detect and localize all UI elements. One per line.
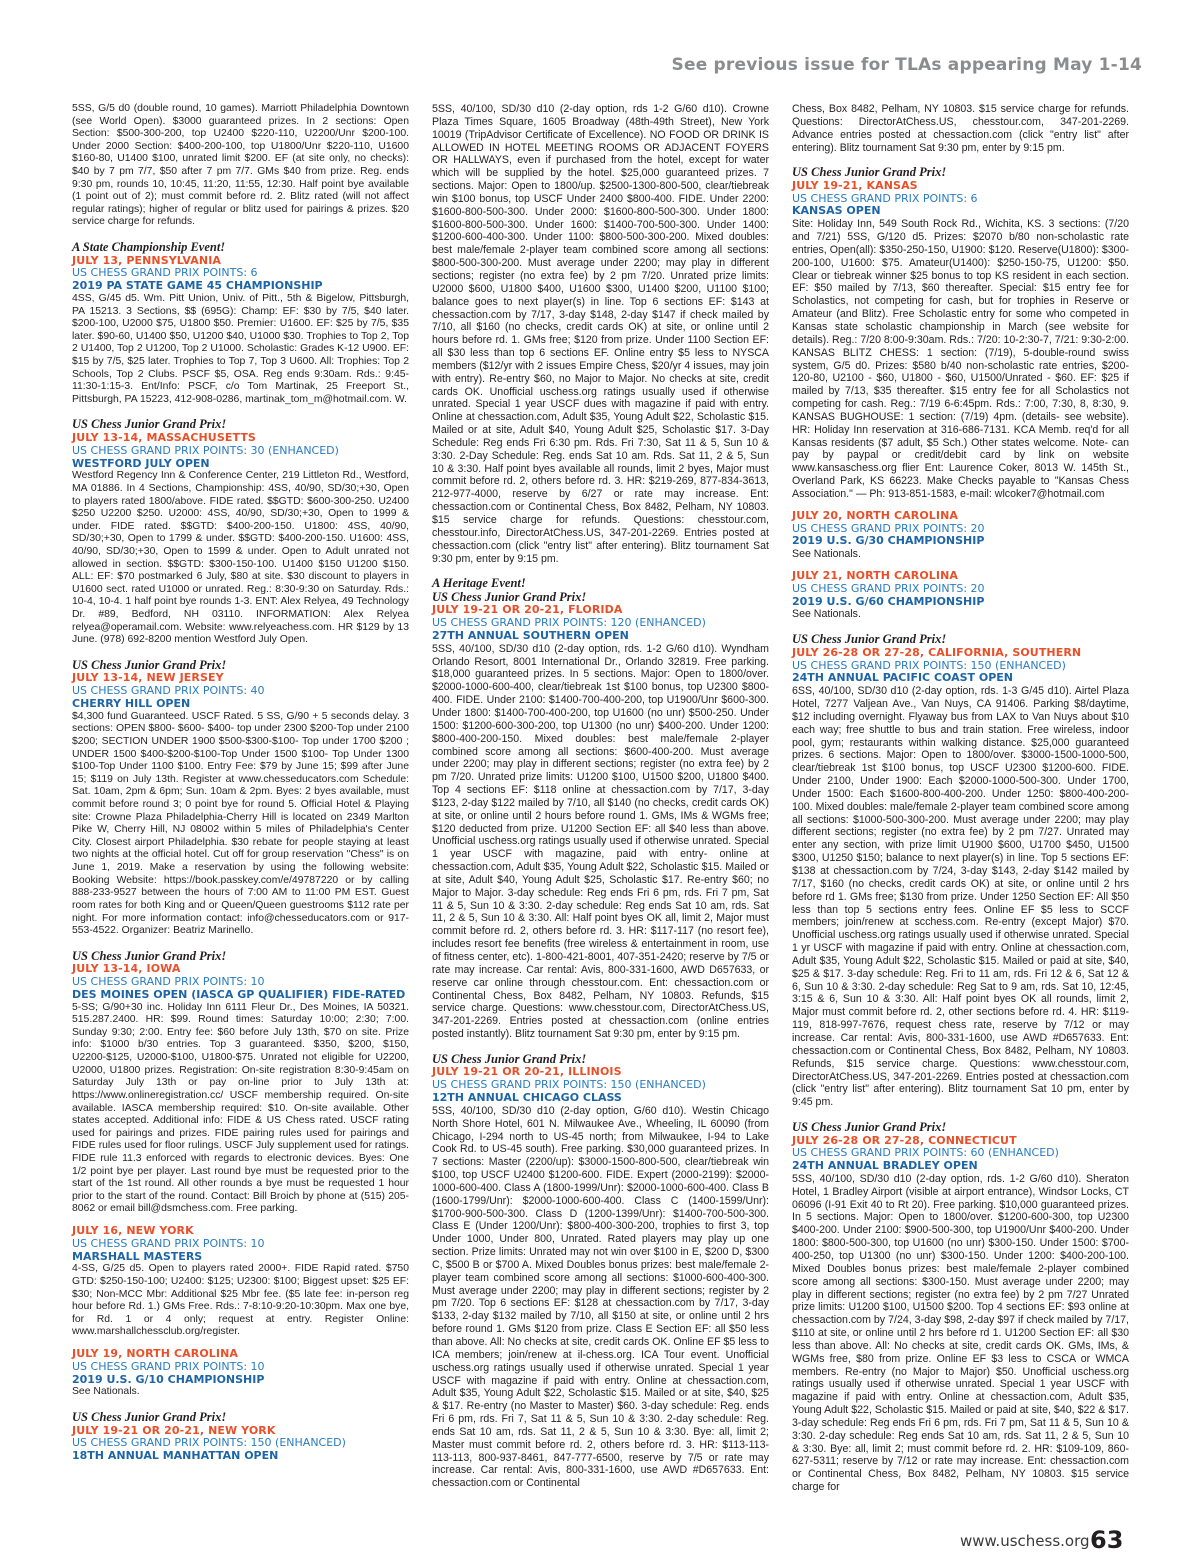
event-date: JULY 19-21, KANSAS [792, 178, 918, 192]
event-body: See Nationals. [72, 1386, 140, 1398]
spacer [792, 154, 1129, 163]
event-listing [792, 633, 1129, 1109]
event-title: 24TH ANNUAL BRADLEY OPEN [792, 1159, 978, 1173]
event-listing [792, 570, 1129, 621]
event-body: 4SS, G/45 d5. Wm. Pitt Union, Univ. of Pitt., 5th & Bigelow, Pittsburgh, PA 15213. 3 Sections, $$ (695G): Champ: EF: $30 by 7/5, $40 later. $200-100, U2000 $75, U1800 $50. Premier: U1600. EF: $25 by 7/5, $35 later. $90-60, U1400 $50, U1200 $40, U1000 $30. Trophies to Top 2, Top 2 U1400, Top 2 U1200, Top 2 U1000. Scholastic: Grades K-12 U900. EF: $15 by 7/5, $25 later. Trophies to Top 7, Top 3 U600. All: Trophies: Top 2 Schools, Top 2 Clubs. PSCF $5, OSA. Reg ends 9:30am. Rds.: 9:45-11:30-1:15-3. Ent/Info: PSCF, c/o Tom Martinak, 25 Freeport St., Pittsburgh, PA 15223, 412-908-0286, martinak_tom_m@hotmail.com. W. [72, 292, 409, 405]
column-3 [792, 103, 1129, 1494]
event-points: US CHESS GRAND PRIX POINTS: 10 [72, 1359, 265, 1373]
event-title: 27TH ANNUAL SOUTHERN OPEN [432, 628, 629, 642]
event-body: $4,300 fund Guaranteed. USCF Rated. 5 SS, G/90 + 5 seconds delay. 3 sections: OPEN $800- $600- $400- top under 2300 $200-Top under 2100 $200; SECTION UNDER 1900 $500-$300-$100- Top under 1700 $200 ; UNDER 1500 $400-$200-$100-Top Under 1500 $100- Top Under 1300 $100-Top Under 1100 $100. Entry Fee: $79 by June 15; $99 after June 15; $119 on July 13th. Register at www.chesseducators.com Schedule: Sat. 10am, 2pm & 6pm; Sun. 10am & 2pm. Byes: 2 byes available, must commit before round 3; 0 point bye for round 5. Official Hotel & Playing site: Crowne Plaza Philadelphia-Cherry Hill is located on 2349 Marlton Pike W, Cherry Hill, NJ 08002 within 5 miles of Philadelphia's Center City. Closest airport Philadelphia. $30 rebate for people staying at least two nights at the official hotel. Cut off for group reservation "Chess" is on June 1, 2019. Make a reservation by using the following website: Booking Website: https://book.passkey.com/e/49787220 or by calling 888-233-9527 between the hours of 7:00 AM to 11:00 PM EST. Guest room rates for both King and or Queen/Queen guestrooms $112 rate per night. For more information contact: info@chesseducators.com or 917-553-4522. Organizer: Beatriz Marinello. [72, 710, 409, 937]
event-points: US CHESS GRAND PRIX POINTS: 150 (ENHANCED) [72, 1436, 346, 1450]
event-title: 12TH ANNUAL CHICAGO CLASS [432, 1091, 622, 1105]
event-date: JULY 13-14, MASSACHUSETTS [72, 430, 256, 444]
event-points: US CHESS GRAND PRIX POINTS: 120 (ENHANCED) [432, 616, 706, 630]
event-listing [72, 950, 409, 1216]
event-date: JULY 16, NEW YORK [72, 1224, 194, 1237]
event-title: 18TH ANNUAL MANHATTAN OPEN [72, 1449, 279, 1463]
event-body: See Nationals. [792, 608, 861, 621]
spacer [792, 621, 1129, 630]
event-points: US CHESS GRAND PRIX POINTS: 40 [72, 684, 265, 698]
spacer [432, 1041, 769, 1050]
page-number: 63 [1090, 1526, 1124, 1554]
event-date: JULY 19, NORTH CAROLINA [72, 1347, 239, 1361]
event-listing [72, 1348, 409, 1399]
event-date: JULY 26-28 OR 27-28, CALIFORNIA, SOUTHERN [792, 645, 1082, 659]
event-body: 5SS, 40/100, SD/30 d10 (2-day option, rds. 1-2 G/60 d10). Sheraton Hotel, 1 Bradley Airport (visible at airport entrance), Windsor Locks, CT 06096 (I-91 Exit 40 to Rt 20). Free parking. $10,000 guaranteed prizes. In 5 sections. Major: Open to 1800/over. $1200-600-300, top U2300 $400-200. Under 2100: $900-500-300, top U1900/Unr $400-200. Under 1800: $800-500-300, top U1600 (no unr) $300-150. Under 1500: $700-400-250, top U1300 (no unr) $300-150. Under 1200: $400-200-100. Mixed Doubles bonus prizes: best male/female 2-player combined score among all sections: $300-150. Must average under 2200; may play in different sections; register (no extra fee) by 2 pm 7/27 Unrated prize limits: U1200 $100, U1500 $200. Top 4 sections EF: $93 online at chessaction.com by 7/24, 3-day $98, 2-day $97 if check mailed by 7/17, $110 at site, or online until 2 hrs before rd 1. U1200 Section EF: all $30 less than above. All: No checks at site, credit cards OK. GMs, IMs, & WGMs free, $80 from prize. Online EF $3 less to CSCA or WMCA members. Re-entry (no Major to Major) $50. Unofficial uschess.org ratings usually used if otherwise unrated. Special 1 year USCF with magazine if paid with entry. Online at chessaction.com, Adult $35, Young Adult $22, Scholastic $15. Mailed or paid at site, $40, $22 & $17. 3-day schedule: Reg ends Fri 6 pm, rds. Fri 7 pm, Sat 11 & 5, Sun 10 & 3:30. 2-day schedule: Reg ends Sat 10 am, rds. Sat 11, 2 & 5, Sun 10 & 3:30. Bye: all, limit 2; must commit before rd. 2. HR: $109-109, 860-627-5311; reserve by 7/12 or rate may increase. Ent: chessaction.com or Continental Chess, Box 8482, Pelham, NY 10803. $15 service charge for [792, 1172, 1129, 1494]
event-points: US CHESS GRAND PRIX POINTS: 10 [72, 1236, 265, 1250]
event-title: 2019 U.S. G/10 CHAMPIONSHIP [72, 1372, 265, 1386]
event-tag: US Chess Junior Grand Prix! [72, 1410, 227, 1425]
event-body: 5SS, 40/100, SD/30 d10 (2-day option, G/60 d10). Westin Chicago North Shore Hotel, 601 N. Milwaukee Ave., Wheeling, IL 60090 (from Chicago, I-294 north to US-45 north; from Milwaukee, I-94 to Lake Cook Rd. to US-45 south). Free parking. $30,000 guaranteed prizes. In 7 sections: Master (2200/up): $3000-1500-800-500, clear/tiebreak win $100, top USCF U2400 $1200-600. FIDE. Expert (2000-2199): $2000-1000-600-400. Class A (1800-1999/Unr): $2000-1000-600-400. Class B (1600-1799/Unr): $2000-1000-600-400. Class C (1400-1599/Unr): $1700-900-500-300. Class D (1200-1399/Unr): $1400-700-500-300. Class E (Under 1200/Unr): $800-400-300-200, trophies to first 3, top Under 1000, Under 800, Unrated. Rated players may play up one section. Prize limits: Unrated may not win over $100 in E, $200 D, $300 C, $500 B or $700 A. Mixed Doubles bonus prizes: best male/female 2-player team combined score among all sections: $1000-600-400-300. Must average under 2200; may play in different sections; register by 2 pm 7/20. Top 6 sections EF: $128 at chessaction.com by 7/17, 3-day $133, 2-day $132 mailed by 7/10, all $150 at site, or online until 2 hrs before round 1. GMs $120 from prize. Class E Section EF: all $50 less than above. All: No checks at site, credit cards OK. Online EF $5 less to ICA members; join/renew at il-chess.org. ICA Tour event. Unofficial uschess.org ratings usually used if otherwise unrated. Special 1 year USCF with magazine if paid with entry. Online at chessaction.com, Adult $35, Young Adult $22, Scholastic $15. Mailed or at site, $40, $25 & $17. Re-entry (no Master to Master) $60. 3-day schedule: Reg. ends Fri 6 pm, rds. Fri 7, Sat 11 & 5, Sun 10 & 3:30. 2-day schedule: Reg. ends Sat 10 am, rds. Sat 11, 2 & 5, Sun 10 & 3:30. Bye: all, limit 2; Master must commit before rd. 2, others before rd. 3. HR: $113-113-113-113, 800-937-8461, 847-777-6500, reserve by 7/5 or rate may increase. Car rental: Avis, 800-331-1600, use AWD #D657633. Ent: chessaction.com or Continental [432, 1104, 769, 1490]
spacer [792, 1109, 1129, 1118]
event-points: US CHESS GRAND PRIX POINTS: 10 [72, 975, 265, 989]
event-listing [792, 510, 1129, 561]
event-points: US CHESS GRAND PRIX POINTS: 6 [72, 266, 258, 280]
event-points: US CHESS GRAND PRIX POINTS: 60 (ENHANCED) [792, 1146, 1059, 1160]
column-2 [432, 103, 769, 1490]
event-points: US CHESS GRAND PRIX POINTS: 6 [792, 191, 978, 205]
event-title: 2019 PA STATE GAME 45 CHAMPIONSHIP [72, 279, 323, 293]
event-tag: US Chess Junior Grand Prix! [72, 657, 227, 672]
event-listing [792, 166, 1129, 500]
event-date: JULY 13-14, NEW JERSEY [72, 671, 224, 685]
event-date: JULY 20, NORTH CAROLINA [792, 508, 959, 522]
event-tag: A State Championship Event! [72, 240, 226, 255]
event-points: US CHESS GRAND PRIX POINTS: 30 (ENHANCED) [72, 443, 339, 457]
event-date: JULY 19-21 OR 20-21, FLORIDA [432, 603, 623, 617]
event-points: US CHESS GRAND PRIX POINTS: 20 [792, 581, 985, 595]
event-body: Westford Regency Inn & Conference Center, 219 Littleton Rd., Westford, MA 01886. In 4 Sections, Championship: 4SS, 40/90, SD/30;+30, Open to players rated 1800/above. FIDE rated. $$GTD: $600-300-250. U2400 $250 U2200 $250. U2000: 4SS, 40/90, SD/30;+30, Open to 1999 & under. FIDE rated. $$GTD: $400-200-150. U1800: 4SS, 40/90, SD/30;+30, Open to 1799 & under. $$GTD: $400-200-150. U1600: 4SS, 40/90, SD/30;+30, Open to 1599 & under. Open to Adult unrated not allowed in section. $$GTD: $300-150-100. U1400 $150 U1200 $150. ALL: EF: $70 postmarked 6 July, $80 at site. $30 discount to players in U1600 sect. rated U1000 or unrated. Reg.: 8:30-9:30 on Saturday. Rds.: 10-4, 10-4. 1 half point bye rounds 1-3. ENT: Alex Relyea, 49 Technology Dr. #89, Bedford, NH 03110. INFORMATION: Alex Relyea relyea@operamail.com. Website: www.relyeachess.com. HR $129 by 13 June. (978) 692-8200 mention Westford July Open. [72, 470, 409, 646]
event-listing [792, 1121, 1129, 1494]
spacer [72, 647, 409, 656]
event-body: Chess, Box 8482, Pelham, NY 10803. $15 service charge for refunds. Questions: DirectorAtChess.US, chesstour.com, 347-201-2269. Advance entries posted at chessaction.com (click "entry list" after entering). Blitz tournament Sat 9:30 pm, enter by 9:15 pm. [792, 103, 1129, 154]
event-title: 2019 U.S. G/60 CHAMPIONSHIP [792, 594, 985, 608]
event-tag: US Chess Junior Grand Prix! [72, 948, 227, 963]
event-tag: US Chess Junior Grand Prix! [72, 417, 227, 432]
spacer [72, 938, 409, 947]
footer-website: www.uschess.org [960, 1532, 1090, 1550]
event-title: KANSAS OPEN [792, 204, 881, 218]
event-tag: US Chess Junior Grand Prix! [792, 632, 947, 647]
event-body: Site: Holiday Inn, 549 South Rock Rd., Wichita, KS. 3 sections: (7/20 and 7/21) 5SS, G/120 d5. Prizes: $2070 b/80 non-scholastic rate entries, Open(all): $350-250-150, U1900: $120. Reserve(U1800): $300-200-100, U1600: $75. Amateur(U1400): $250-150-75, U1200: $50. Clear or tiebreak winner $25 bonus to top KS resident in each section. EF: $50 mailed by 7/13, $60 thereafter. Special: $15 entry fee for Scholastics, not competing for cash, but for trophies in Reserve or Amateur (and Blitz). Free Scholastic entry for some who competed in Kansas state scholastic championship in March (see website for details). Reg.: 7/20 8:00-9:30am. Rds.: 7/20: 10-2:30-7, 7/21: 9:30-2:00. KANSAS BLITZ CHESS: 1 section: (7/19), 5-double-round swiss system, G/5 d0. Prizes: $580 b/40 non-scholastic rate entries, $200-120-80, U2100 - $60, U1800 - $60, U1500/Unrated - $60. EF: $25 if mailed by 7/13, $35 thereafter. $15 entry fee for all Scholastics not competing for cash. Reg.: 7/19 6-6:45pm. Rds.: 7:00, 7:30, 8, 8:30, 9. KANSAS BUGHOUSE: 1 section: (7/19) 4pm. (details- see website). HR: Holiday Inn reservation at 316-686-7131. KCA Memb. req'd for all Kansas residents ($7 adult, $5 Sch.) Other states welcome. Note- can pay by paypal or credit/debit card by link on website www.kansaschess.org flier Ent: Laurence Coker, 8013 W. 145th St., Overland Park, KS 66223. Make Checks payable to "Kansas Chess Association." — Ph: 913-851-1583, e-mail: wlcoker7@hotmail.com [792, 218, 1129, 500]
event-points: US CHESS GRAND PRIX POINTS: 150 (ENHANCED) [792, 658, 1066, 672]
event-date: JULY 19-21 OR 20-21, NEW YORK [72, 1423, 276, 1437]
event-title: MARSHALL MASTERS [72, 1249, 203, 1263]
event-listing [72, 1225, 409, 1339]
event-date: JULY 13-14, IOWA [72, 962, 181, 976]
event-title: CHERRY HILL OPEN [72, 696, 191, 710]
column-1 [72, 103, 409, 1463]
event-tag-secondary: US Chess Junior Grand Prix! [432, 589, 587, 604]
event-tag: A Heritage Event! [432, 576, 526, 591]
event-body: 5SS, G/5 d0 (double round, 10 games). Marriott Philadelphia Downtown (see World Open). $3000 guaranteed prizes. In 2 sections: Open Section: $500-300-200, top U2400 $220-110, U2200/Unr $200-100. Under 2000 Section: $400-200-100, top U1800/Unr $220-110, U1600 $160-80, U1400 $100, unrated limit $200. EF (at site only, no checks): $40 by 7 pm 7/7, $50 after 7 pm 7/7. GMs $40 from prize. Reg. ends 9:30 pm, rounds 10, 10:45, 11:20, 11:55, 12:30. Half point bye available (1 point out of 2); must commit before rd. 2. Blitz rated (will not affect regular ratings); higher of regular or blitz used for pairings & prizes. $20 service charge for refunds. [72, 103, 409, 228]
event-title: WESTFORD JULY OPEN [72, 456, 210, 470]
header-bar [0, 0, 1200, 80]
event-listing [72, 659, 409, 938]
event-body: 4-SS, G/25 d5. Open to players rated 2000+. FIDE Rapid rated. $750 GTD: $250-150-100; U2400: $125; U2300: $100; Biggest upset: $25 EF: $30; Non-MCC Mbr: Additional $25 Mbr fee. ($5 late fee: in-person reg hour before Rd. 1.) GMs Free. Rds.: 7-8:10-9:20-10:30pm. Max one bye, for Rd. 1 or 4 only; request at entry. Register Online: www.marshallchessclub.org/register. [72, 1263, 409, 1338]
event-body: 5SS, 40/100, SD/30 d10 (2-day option, rds. 1-2 G/60 d10). Wyndham Orlando Resort, 8001 International Dr., Orlando 32819. Free parking. $18,000 guaranteed prizes. In 5 sections. Major: Open to 1800/over. $2000-1000-600-400, clear/tiebreak 1st $100 bonus, top U2300 $800-400. FIDE. Under 2100: $1400-700-400-200, top U1900/Unr $600-300. Under 1800: $1400-700-400-200, top U1600 (no unr) $500-250. Under 1500: $1200-600-300-200, top U1300 (no unr) $400-200. Under 1200: $800-400-200-150. Mixed doubles: best male/female 2-player combined score among all sections: $600-400-200. Must average under 2200; may play in different sections; register (no extra fee) by 2 pm 7/20. Unrated prize limits: U1200 $100, U1500 $200, U1800 $400. Top 4 sections EF: $118 online at chessaction.com by 7/17, 3-day $123, 2-day $122 mailed by 7/10, all $140 (no checks, credit cards OK) at site, or online until 2 hours before round 1. GMs, IMs & WGMs free; $120 deducted from prize. U1200 Section EF: all $40 less than above. Unofficial uschess.org ratings usually used if otherwise unrated. Special 1 year USCF with magazine, paid with entry- online at chessaction.com, Adult $35, Young Adult $22, Scholastic $15. Mailed or at site, Adult $40, Young Adult $25, Scholastic $17. Re-entry $60; no Major to Major. 3-day schedule: Reg ends Fri 6 pm, rds. Fri 7 pm, Sat 11 & 5, Sun 10 & 3:30. 2-day schedule: Reg ends Sat 10 am, rds. Sat 11, 2 & 5, Sun 10 & 3:30. All: Half point byes OK all, limit 2, Major must commit before rd. 2, others before rd. 3. HR: $117-117 (no resort fee), includes resort fee benefits (free wireless & entertainment in room, use of fitness center, etc). 1-800-421-8001, 407-351-2420; reserve by 7/5 or rate may increase. Car rental: Avis, 800-331-1600, AWD D657633, or reserve car online through chesstour.com. Ent: chessaction.com or Continental Chess, Box 8482, Pelham, NY 10803. Refunds, $15 service charge. Questions: www.chesstour.com, DirectorAtChess.US, 347-201-2269. Entries posted at chessaction.com (online entries posted instantly). Blitz tournament Sat 9:30 pm, enter by 9:15 pm. [432, 642, 769, 1041]
spacer [72, 1399, 409, 1408]
event-date: JULY 21, NORTH CAROLINA [792, 569, 959, 583]
event-date: JULY 13, PENNSYLVANIA [72, 253, 221, 267]
event-listing [432, 1053, 769, 1490]
event-date: JULY 26-28 OR 27-28, CONNECTICUT [792, 1133, 1017, 1147]
event-tag: US Chess Junior Grand Prix! [792, 165, 947, 180]
event-title: DES MOINES OPEN (IASCA GP QUALIFIER) FIDE-RATED [72, 987, 406, 1001]
event-body: See Nationals. [792, 548, 861, 561]
header-band [0, 0, 1200, 56]
event-body: 6SS, 40/100, SD/30 d10 (2-day option, rds. 1-3 G/45 d10). Airtel Plaza Hotel, 7277 Valjean Ave., Van Nuys, CA 91406. Parking $8/daytime, $12 including overnight. Flyaway bus from LAX to Van Nuys about $10 each way; free shuttle to bus and train station. Free wireless, indoor pool, gym; restaurants within walking distance. $25,000 guaranteed prizes. 6 sections. Major: Open to 1800/over. $3000-1500-1000-500, clear/tiebreak 1st $100 bonus, top USCF U2300 $1200-600. FIDE. Under 2100, Under 1900: Each $2000-1000-500-300. Under 1700, Under 1500: Each $1600-800-400-200. Under 1250: $800-400-200-100. Mixed doubles: male/female 2-player team combined score among all sections: $1000-500-300-200. Must average under 2200; may play different sections; register (no extra fee) by 2 pm 7/27. Unrated may enter any section, with prize limit U1900 $600, U1700 $450, U1500 $300, U1250 $150; balance to next player(s) in line. Top 5 sections EF: $138 at chessaction.com by 7/24, 3-day $143, 2-day $142 mailed by 7/17, $160 (no checks, credit cards OK) at site, or online until 2 hrs before rd 1. GMs free; $130 from prize. Under 1250 Section EF: All $50 less than top 5 sections entry fees. Online EF $5 less to SCCF members; join/renew at scchess.com. Re-entry (except Major) $70. Unofficial uschess.org ratings usually used if otherwise unrated. Special 1 yr USCF with magazine if paid with entry. Online at chessaction.com, Adult $35, Young Adult $22, Scholastic $15. Mailed or paid at site, $40, $25 & $17. 3-day schedule: Reg. Fri to 11 am, rds. Fri 12 & 6, Sat 12 & 6, Sun 10 & 3:30. 2-day schedule: Reg Sat to 9 am, rds. Sat 10, 12:45, 3:15 & 6, Sun 10 & 3:30. All: Half point byes OK all rounds, limit 2, Major must commit before rd. 2, other sections before rd. 4. HR: $119-119, 818-997-7676, request chess rate, reserve by 7/12 or may increase. Car rental: Avis, 800-331-1600, use AWD #D657633. Ent: chessaction.com or Continental Chess, Box 8482, Pelham, NY 10803. Refunds, $15 service charge. Questions: www.chesstour.com, DirectorAtChess.US, 347-201-2269. Entries posted at chessaction.com (click "entry list" after entering). Blitz tournament Sat 10 pm, enter by 9:45 pm. [792, 685, 1129, 1109]
spacer [72, 229, 409, 238]
spacer [72, 406, 409, 415]
event-tag: US Chess Junior Grand Prix! [792, 1120, 947, 1135]
event-listing [72, 418, 409, 646]
event-date: JULY 19-21 OR 20-21, ILLINOIS [432, 1065, 622, 1079]
spacer [432, 565, 769, 574]
event-listing [432, 577, 769, 1041]
event-body: 5-SS; G/90+30 inc. Holiday Inn 6111 Fleur Dr., Des Moines, IA 50321. 515.287.2400. HR: $99. Round times: Saturday 10:00; 2:30; 7:00. Sunday 9:30; 2:00. Entry fee: $60 before July 13th, $70 on site. Prize info: $1000 b/30 entries. Top 3 guaranteed. $350, $200, $150, U2200-$125, U2000-$100, U1800-$75. Unrated not eligible for U2200, U2000, U1800 prizes. Registration: On-site registration 8:30-9:45am on Saturday July 13th or pay on-line prior to July 13th at: https://www.onlineregistration.cc/ USCF membership required. On-site available. IASCA membership required: $10. On-site available. Other states accepted. Additional info: FIDE & US Chess rated. USCF rating used for pairings and prizes. FIDE pairing rules used for pairings and FIDE rules used for floor rulings. USCF July supplement used for ratings. FIDE rule 11.3 enforced with regards to electronic devices. Byes: One 1/2 point bye per player. Last round bye must be requested prior to the start of the 1st round. All other rounds a bye must be requested 1 hour prior to the start of the round. Contact: Bill Broich by phone at (515) 205-8062 or email bill@dsmchess.com. Free parking. [72, 1001, 409, 1215]
event-listing [72, 241, 409, 406]
event-title: 24TH ANNUAL PACIFIC COAST OPEN [792, 671, 1013, 685]
event-points: US CHESS GRAND PRIX POINTS: 150 (ENHANCED) [432, 1078, 706, 1092]
event-title: 2019 U.S. G/30 CHAMPIONSHIP [792, 534, 985, 548]
event-listing [72, 1411, 409, 1463]
event-tag: US Chess Junior Grand Prix! [432, 1051, 587, 1066]
event-points: US CHESS GRAND PRIX POINTS: 20 [792, 521, 985, 535]
event-body: 5SS, 40/100, SD/30 d10 (2-day option, rds 1-2 G/60 d10). Crowne Plaza Times Square, 1605 Broadway (48th-49th Street), New York 10019 (TripAdvisor Certificate of Excellence). NO FOOD OR DRINK IS ALLOWED IN HOTEL MEETING ROOMS OR ADJACENT FOYERS OR HALLWAYS, even if purchased from the hotel, except for water which will be supplied by the hotel. $25,000 guaranteed prizes. 7 sections. Major: Open to 1800/up. $2500-1300-800-500, clear/tiebreak win $100 bonus, top USCF Under 2400 $800-400. FIDE. Under 2200: $1600-800-500-300. Under 2000: $1600-800-500-300. Under 1800: $1600-800-500-300. Under 1600: $1400-700-500-300. Under 1400: $1200-600-400-300. Under 1100: $800-500-300-200. Mixed doubles: best male/female 2-player team combined score among all sections: $800-500-300-200. Must average under 2200; may play in different sections; register (no extra fee) by 2 pm 7/20. Unrated prize limits: U2000 $600, U1800 $400, U1600 $300, U1400 $200, U1100 $100; balance goes to next player(s) in line. Top 6 sections EF: $143 at chessaction.com by 7/17, 3-day $148, 2-day $147 if check mailed by 7/10, all $160 (no checks, credit cards OK) at site, or online until 2 hours before rd. 1. GMs free; $120 from prize. Under 1100 Section EF: all $30 less than top 6 sections EF. Online entry $5 less to NYSCA members ($12/yr with 2 issues Empire Chess, $20/yr 4 issues, may join with entry). Re-entry $60, no Major to Major. No checks at site, credit cards OK. Unofficial uschess.org ratings usually used if otherwise unrated. Special 1 year USCF dues with magazine if paid with entry. Online at chessaction.com, Adult $35, Young Adult $22, Scholastic $15. Mailed or at site, Adult $40, Young Adult $25, Scholastic $17. 3-Day Schedule: Reg ends Fri 6:30 pm. Rds. Fri 7:30, Sat 11 & 5, Sun 10 & 3:30. 2-Day Schedule: Reg. ends Sat 10 am. Rds. Sat 11, 2 & 5, Sun 10 & 3:30. Half point byes available all rounds, limit 2 byes, Major must commit before rd. 2, others before rd. 3. HR: $219-269, 877-834-3613, 212-977-4000, reserve by 6/27 or rate may increase. Ent: chessaction.com or Continental Chess, Box 8482, Pelham, NY 10803. $15 service charge for refunds. Questions: chesstour.com, chesstour.info, DirectorAtChess.US, 347-201-2269. Entries posted at chessaction.com (click "entry list" after entering). Blitz tournament Sat 9:30 pm, enter by 9:15 pm. [432, 103, 769, 565]
page-header: See previous issue for TLAs appearing May 1-14 [671, 55, 1142, 75]
